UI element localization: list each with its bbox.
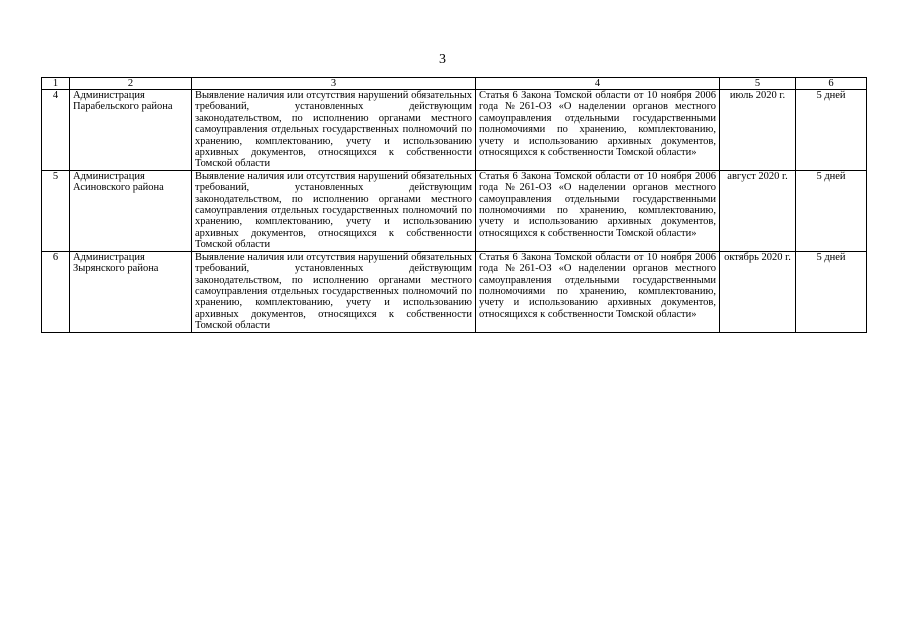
column-number: 5 — [720, 78, 796, 90]
inspection-duration: 5 дней — [796, 251, 867, 332]
organization-name: Администрация Зырянского района — [70, 251, 192, 332]
inspection-subject: Выявление наличия или отсутствия нарушений обязательных требований, установленных действующим законодательством, по исполнению органами местного самоуправления отдельных государственных полномочий по хранению, комплектованию, учету и использованию архивных документов, относящихся к собственности Томской области — [192, 251, 476, 332]
table-row — [42, 90, 867, 171]
legal-basis: Статья 6 Закона Томской области от 10 ноября 2006 года №261-ОЗ «О наделении органов местного самоуправления отдельными государственными полномочиями по хранению, комплектованию, учету и использованию архивных документов, относящихся к собственности Томской области» — [476, 251, 720, 332]
column-number: 2 — [70, 78, 192, 90]
inspection-subject: Выявление наличия или отсутствия нарушений обязательных требований, установленных действующим законодательством, по исполнению органами местного самоуправления отдельных государственных полномочий по хранению, комплектованию, учету и использованию архивных документов, относящихся к собственности Томской области — [192, 90, 476, 171]
table-row — [42, 251, 867, 332]
inspection-duration: 5 дней — [796, 90, 867, 171]
column-number-row — [42, 78, 867, 90]
organization-name: Администрация Асиновского района — [70, 170, 192, 251]
row-number: 4 — [42, 90, 70, 171]
organization-name: Администрация Парабельского района — [70, 90, 192, 171]
inspection-date: июль 2020 г. — [720, 90, 796, 171]
inspection-duration: 5 дней — [796, 170, 867, 251]
column-number: 3 — [192, 78, 476, 90]
inspection-schedule-table — [41, 77, 867, 333]
legal-basis: Статья 6 Закона Томской области от 10 ноября 2006 года №261-ОЗ «О наделении органов местного самоуправления отдельными государственными полномочиями по хранению, комплектованию, учету и использованию архивных документов, относящихся к собственности Томской области» — [476, 90, 720, 171]
inspection-date: август 2020 г. — [720, 170, 796, 251]
inspection-date: октябрь 2020 г. — [720, 251, 796, 332]
legal-basis: Статья 6 Закона Томской области от 10 ноября 2006 года №261-ОЗ «О наделении органов местного самоуправления отдельными государственными полномочиями по хранению, комплектованию, учету и использованию архивных документов, относящихся к собственности Томской области» — [476, 170, 720, 251]
column-number: 6 — [796, 78, 867, 90]
inspection-subject: Выявление наличия или отсутствия нарушений обязательных требований, установленных действующим законодательством, по исполнению органами местного самоуправления отдельных государственных полномочий по хранению, комплектованию, учету и использованию архивных документов, относящихся к собственности Томской области — [192, 170, 476, 251]
page-number: 3 — [439, 52, 446, 67]
column-number: 1 — [42, 78, 70, 90]
column-number: 4 — [476, 78, 720, 90]
row-number: 6 — [42, 251, 70, 332]
row-number: 5 — [42, 170, 70, 251]
table-row — [42, 170, 867, 251]
